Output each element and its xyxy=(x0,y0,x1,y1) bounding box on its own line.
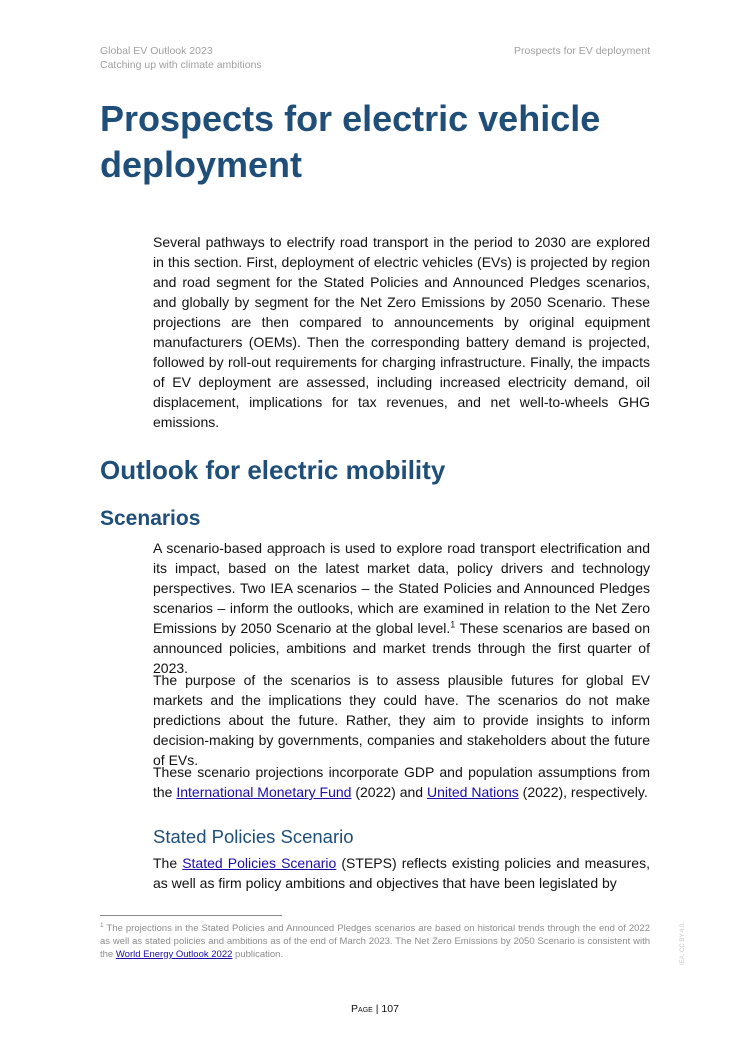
imf-link[interactable]: International Monetary Fund xyxy=(176,784,352,800)
footnote-reference[interactable]: 1 xyxy=(450,619,456,630)
footnote xyxy=(100,922,650,961)
scenarios-p1-text-before: A scenario-based approach is used to explore road transport electrification and its impact, based on the latest market data, policy drivers and technology perspectives. Two IEA scenarios – the Stated Policies and Announced Pledges scenarios – inform the outlooks, which are examined in relation to the Net Zero Emissions by 2050 Scenario at the global level. xyxy=(153,540,650,636)
running-header-left xyxy=(100,44,262,72)
scenarios-p3-text-before: These scenario projections incorporate GDP and population assumptions from the xyxy=(153,764,650,800)
section-heading: Outlook for electric mobility xyxy=(100,455,446,485)
page-separator: | xyxy=(372,1003,382,1015)
license-label: IEA. CC BY 4.0. xyxy=(680,922,686,965)
scenarios-p3-text-after: (2022), respectively. xyxy=(518,784,648,800)
steps-heading: Stated Policies Scenario xyxy=(153,826,354,847)
scenarios-paragraph-3 xyxy=(153,762,650,802)
page-number-value: 107 xyxy=(381,1003,399,1015)
united-nations-link[interactable]: United Nations xyxy=(426,784,519,800)
weo-2022-link[interactable]: World Energy Outlook 2022 xyxy=(115,949,233,960)
running-header-right: Prospects for EV deployment xyxy=(514,45,650,57)
footnote-divider xyxy=(100,915,282,916)
scenarios-p1-text-after: These scenarios are based on announced policies, ambitions and market trends through the first quarter of 2023. xyxy=(153,620,650,676)
stated-policies-scenario-link[interactable]: Stated Policies Scenario xyxy=(182,855,337,871)
page-word: Page xyxy=(351,1003,373,1015)
scenarios-paragraph-1 xyxy=(153,538,650,678)
page-number xyxy=(0,1003,750,1015)
intro-paragraph: Several pathways to electrify road transport in the period to 2030 are explored in this section. First, deployment of electric vehicles (EVs) is projected by region and road segment for the Stated Policies and Announced Pledges scenarios, and globally by segment for the Net Zero Emissions by 2050 Scenario. These projections are then compared to announcements by original equipment manufacturers (OEMs). Then the corresponding battery demand is projected, followed by roll-out requirements for charging infrastructure. Finally, the impacts of EV deployment are assessed, including increased electricity demand, oil displacement, implications for tax revenues, and net well-to-wheels GHG emissions. xyxy=(153,234,650,430)
steps-text-after: (STEPS) reflects existing policies and measures, as well as firm policy ambitions and objectives that have been legislated by xyxy=(153,855,650,891)
scenarios-p3-text-middle: (2022) and xyxy=(351,784,427,800)
scenarios-paragraph-2: The purpose of the scenarios is to assess plausible futures for global EV markets and the implications they could have. The scenarios do not make predictions about the future. Rather, they aim to provide insights to inform decision-making by governments, companies and stakeholders about the future of EVs. xyxy=(153,672,650,768)
publication-title: Global EV Outlook 2023 xyxy=(100,45,213,57)
footnote-mark: 1 xyxy=(100,921,104,929)
footnote-text-after: publication. xyxy=(232,949,284,960)
publication-subtitle: Catching up with climate ambitions xyxy=(100,59,262,71)
steps-paragraph xyxy=(153,853,650,893)
subsection-heading: Scenarios xyxy=(100,507,201,530)
steps-text-before: The xyxy=(153,855,183,871)
page-title: Prospects for electric vehicle deployment xyxy=(100,98,601,185)
footnote-text-before: The projections in the Stated Policies and Announced Pledges scenarios are based on historical trends through the end of 2022 as well as stated policies and ambitions as of the end of March 2023. The Net Zero Emissions by 2050 Scenario is consistent with the xyxy=(100,923,650,960)
